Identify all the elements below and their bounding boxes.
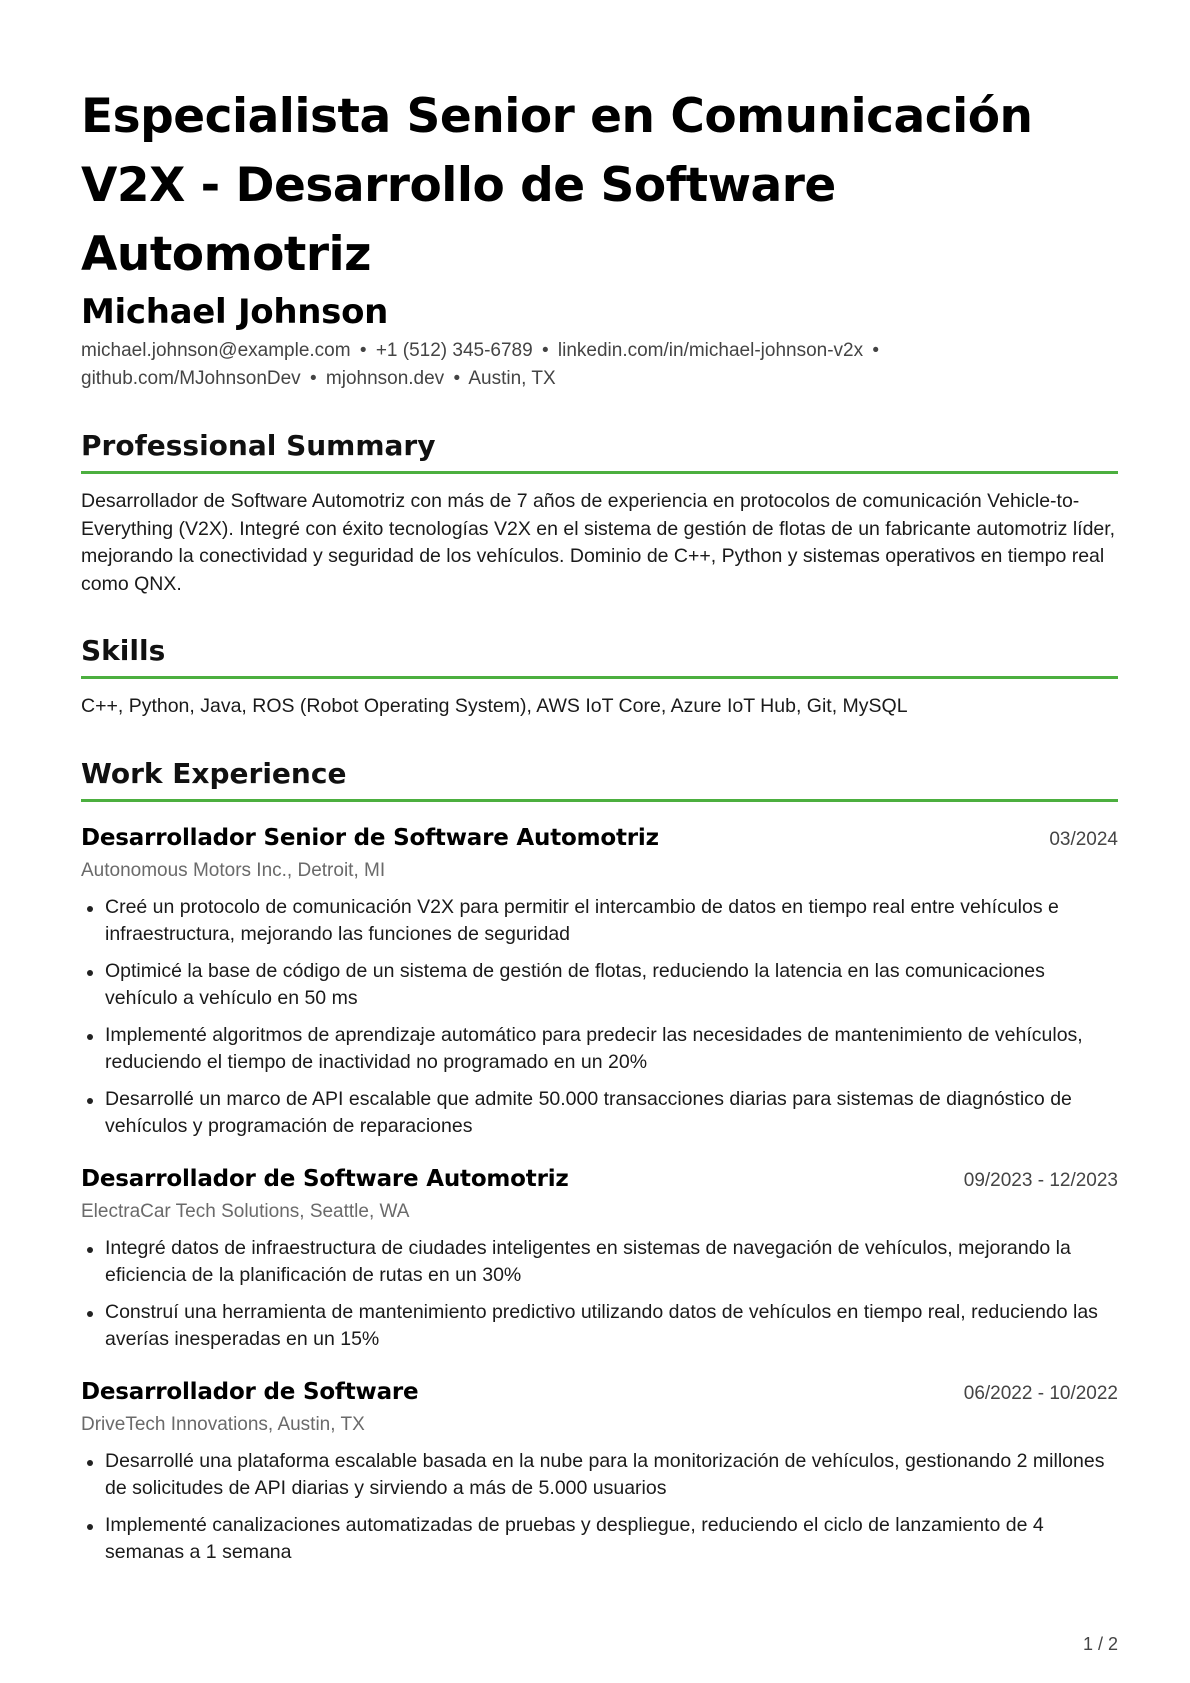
job-bullet [81, 894, 1118, 949]
job-title: Desarrollador de Software Automotriz [81, 1165, 569, 1192]
job-date: 03/2024 [1049, 828, 1118, 850]
job-bullet-text: Implementé algoritmos de aprendizaje automático para predecir las necesidades de mantenimiento de vehículos, reduciendo el tiempo de inactividad no programado en un 20% [105, 1023, 1083, 1073]
bullet-icon [87, 970, 93, 976]
bullet-icon [87, 1247, 93, 1253]
job-title: Desarrollador Senior de Software Automotriz [81, 824, 659, 851]
job-company: DriveTech Innovations, Austin, TX [81, 1413, 365, 1435]
bullet-icon [87, 1098, 93, 1104]
job-entry [81, 1163, 1118, 1354]
document-title-line-1: Especialista Senior en Comunicación [81, 89, 1033, 144]
bullet-icon [87, 1311, 93, 1317]
candidate-name: Michael Johnson [81, 292, 389, 332]
bullet-icon [87, 1524, 93, 1530]
job-bullets [81, 894, 1118, 1141]
job-date: 06/2022 - 10/2022 [963, 1382, 1118, 1404]
job-bullet-text: Implementé canalizaciones automatizadas de pruebas y despliegue, reduciendo el ciclo de lanzamiento de 4 semanas a 1 semana [105, 1513, 1044, 1563]
job-header [81, 1163, 1118, 1195]
summary-heading: Professional Summary [81, 427, 1118, 474]
job-bullet [81, 1512, 1118, 1567]
resume-page [81, 82, 1118, 1576]
contact-separator: • [453, 368, 461, 389]
document-title-line-2: V2X - Desarrollo de Software Automotriz [81, 158, 836, 282]
contact-email: michael.johnson@example.com [81, 340, 351, 361]
bullet-icon [87, 1034, 93, 1040]
job-bullets [81, 1235, 1118, 1354]
job-bullet [81, 958, 1118, 1013]
contact-location: Austin, TX [468, 368, 556, 389]
job-bullet-text: Desarrollé una plataforma escalable basada en la nube para la monitorización de vehículos, gestionando 2 millones de solicitudes de API diarias y sirviendo a más de 5.000 usuarios [105, 1449, 1105, 1499]
job-bullet [81, 1299, 1118, 1354]
bullet-icon [87, 1460, 93, 1466]
experience-section [81, 755, 1118, 1567]
skills-text: C++, Python, Java, ROS (Robot Operating System), AWS IoT Core, Azure IoT Hub, Git, MySQL [81, 695, 908, 717]
contact-separator: • [309, 368, 317, 389]
job-bullet-text: Integré datos de infraestructura de ciudades inteligentes en sistemas de navegación de vehículos, mejorando la eficiencia de la planificación de rutas en un 30% [105, 1236, 1071, 1286]
summary-section [81, 427, 1118, 598]
job-bullet [81, 1448, 1118, 1503]
contact-phone: +1 (512) 345-6789 [375, 340, 533, 361]
skills-section [81, 632, 1118, 721]
job-bullet-text: Optimicé la base de código de un sistema de gestión de flotas, reduciendo la latencia en las comunicaciones vehículo a vehículo en 50 ms [105, 959, 1045, 1009]
job-company: ElectraCar Tech Solutions, Seattle, WA [81, 1200, 410, 1222]
job-date: 09/2023 - 12/2023 [963, 1169, 1118, 1191]
contact-linkedin: linkedin.com/in/michael-johnson-v2x [557, 340, 864, 361]
job-header [81, 822, 1118, 854]
page-number: 1 / 2 [1082, 1634, 1118, 1654]
job-bullet-text: Creé un protocolo de comunicación V2X para permitir el intercambio de datos en tiempo real entre vehículos e infraestructura, mejorando las funciones de seguridad [105, 895, 1059, 945]
job-bullet-text: Construí una herramienta de mantenimiento predictivo utilizando datos de vehículos en tiempo real, reduciendo las averías inesperadas en un 15% [105, 1300, 1098, 1350]
document-title [81, 82, 1118, 289]
contact-separator: • [872, 340, 880, 361]
job-entry [81, 1376, 1118, 1567]
summary-text: Desarrollador de Software Automotriz con más de 7 años de experiencia en protocolos de comunicación Vehicle-to-Everything (V2X). Integré con éxito tecnologías V2X en el sistema de gestión de flotas de un fabricante automotriz líder, mejorando la conectividad y seguridad de los vehículos. Dominio de C++, Python y sistemas operativos en tiempo real como QNX. [81, 490, 1116, 595]
contact-info [81, 337, 1118, 393]
resume-header [81, 82, 1118, 393]
job-company: Autonomous Motors Inc., Detroit, MI [81, 859, 386, 881]
job-bullet [81, 1022, 1118, 1077]
contact-separator: • [359, 340, 367, 361]
contact-github: github.com/MJohnsonDev [81, 368, 301, 389]
job-header [81, 1376, 1118, 1408]
job-bullet-text: Desarrollé un marco de API escalable que admite 50.000 transacciones diarias para sistemas de diagnóstico de vehículos y programación de reparaciones [105, 1087, 1072, 1137]
skills-heading: Skills [81, 632, 1118, 679]
contact-separator: • [541, 340, 549, 361]
job-entry [81, 822, 1118, 1141]
bullet-icon [87, 906, 93, 912]
job-title: Desarrollador de Software [81, 1378, 419, 1405]
experience-heading: Work Experience [81, 755, 1118, 802]
job-bullet [81, 1086, 1118, 1141]
contact-website: mjohnson.dev [325, 368, 445, 389]
job-bullet [81, 1235, 1118, 1290]
job-bullets [81, 1448, 1118, 1567]
